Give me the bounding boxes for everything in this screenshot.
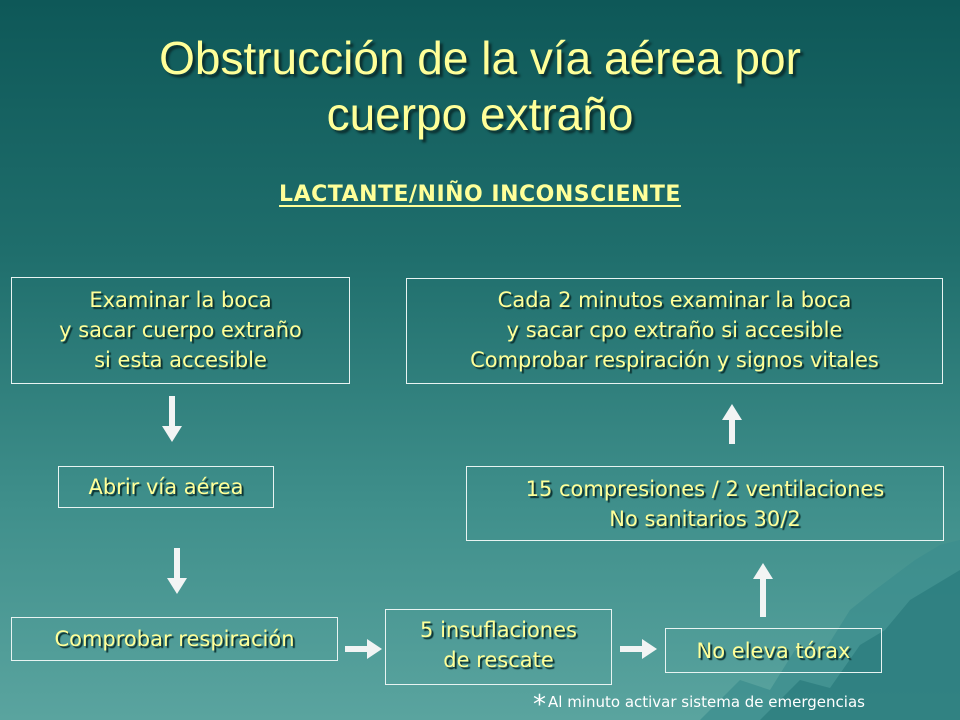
arrow-up-icon — [751, 563, 775, 617]
no-chest-rise-box — [665, 628, 882, 673]
every-two-minutes-box — [406, 278, 943, 384]
footnote — [533, 690, 865, 720]
examine-line-1: Examinar la boca — [89, 288, 272, 312]
examine-line-2: y sacar cuerpo extraño — [59, 318, 302, 342]
every-two-minutes-line-3: Comprobar respiración y signos vitales — [470, 348, 879, 372]
examine-line-3: si esta accesible — [94, 348, 267, 372]
slide-subtitle — [0, 182, 960, 207]
arrow-right-icon — [345, 637, 383, 661]
arrow-down-icon — [160, 396, 184, 444]
every-two-minutes-line-2: y sacar cpo extraño si accesible — [506, 318, 843, 342]
arrow-up-icon — [720, 404, 744, 444]
check-breathing-label: Comprobar respiración — [54, 627, 295, 651]
no-chest-rise-label: No eleva tórax — [696, 639, 851, 663]
examine-mouth-box — [11, 277, 350, 384]
subtitle-text: LACTANTE/NIÑO INCONSCIENTE — [279, 182, 681, 207]
compressions-line-2: No sanitarios 30/2 — [609, 507, 801, 531]
rescue-breaths-box — [385, 609, 612, 685]
every-two-minutes-line-1: Cada 2 minutos examinar la boca — [497, 288, 852, 312]
rescue-breaths-line-1: 5 insuflaciones — [420, 618, 577, 642]
compressions-line-1: 15 compresiones / 2 ventilaciones — [525, 477, 885, 501]
compressions-box — [466, 466, 944, 541]
arrow-right-icon — [620, 637, 658, 661]
title-line-2: cuerpo extraño — [326, 88, 634, 140]
title-line-1: Obstrucción de la vía aérea por — [159, 32, 801, 84]
footnote-asterisk: * — [533, 690, 546, 720]
footnote-text: Al minuto activar sistema de emergencias — [548, 693, 865, 711]
arrow-down-icon — [165, 548, 189, 596]
open-airway-label: Abrir vía aérea — [88, 475, 244, 499]
rescue-breaths-line-2: de rescate — [443, 648, 554, 672]
open-airway-box — [58, 466, 274, 508]
slide-title — [60, 30, 900, 142]
check-breathing-box — [11, 617, 338, 661]
